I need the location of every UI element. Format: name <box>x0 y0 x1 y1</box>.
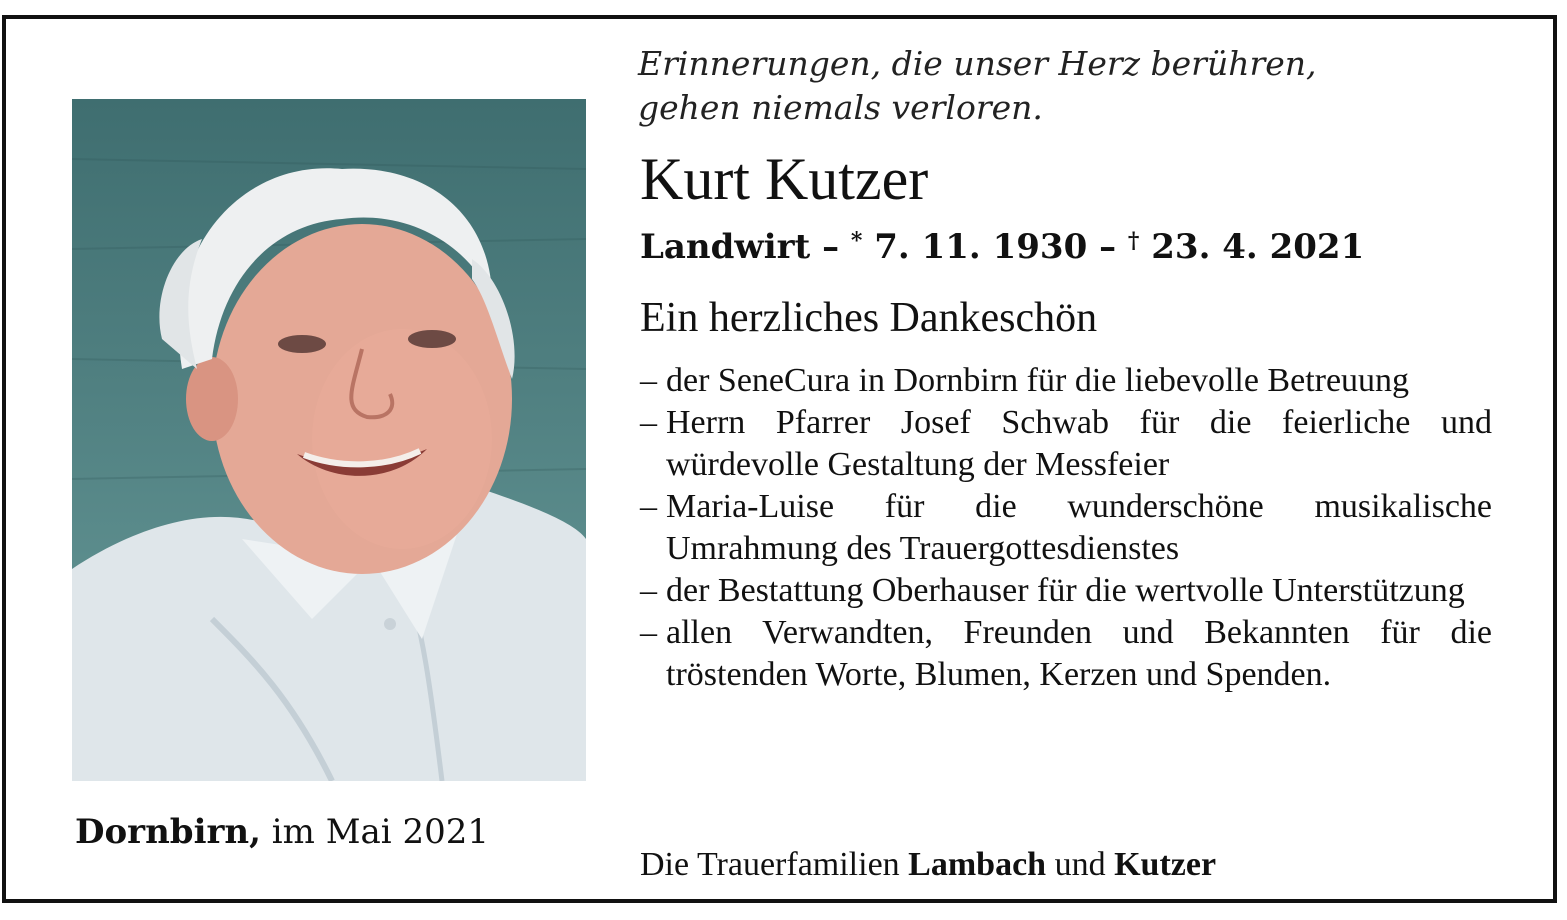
motto-line-2: gehen niemals verloren. <box>638 88 1043 127</box>
portrait-illustration <box>72 99 586 781</box>
motto-line-1: Erinnerungen, die unser Herz berühren, <box>638 44 1317 83</box>
place: Dornbirn, <box>75 812 261 852</box>
place-date <box>75 812 489 852</box>
list-item-text: Maria-Luise für die wunderschöne musikalische Umrahmung des Trauergottesdienstes <box>666 488 1492 567</box>
list-item <box>640 486 1492 570</box>
dash-bullet: – <box>640 362 657 399</box>
dash-bullet: – <box>640 404 657 441</box>
list-item-text: der Bestattung Oberhauser für die wertvolle Unterstützung <box>666 572 1465 609</box>
death-date: 23. 4. 2021 <box>1139 227 1365 267</box>
thanks-list <box>640 360 1492 696</box>
family-name-2: Kutzer <box>1114 846 1217 883</box>
list-item <box>640 570 1492 612</box>
portrait-photo <box>72 99 586 781</box>
motto-quote <box>638 42 1317 130</box>
dash-separator: – <box>810 227 851 267</box>
dash-bullet: – <box>640 488 657 525</box>
birth-date: 7. 11. 1930 <box>862 227 1088 267</box>
list-item-text: allen Verwandten, Freunden und Bekannten für die tröstenden Worte, Blumen, Kerzen und Spenden. <box>666 614 1492 693</box>
signoff-connector: und <box>1046 846 1115 883</box>
signoff-prefix: Die Trauerfamilien <box>640 846 909 883</box>
thanks-heading: Ein herzliches Dankeschön <box>640 295 1098 341</box>
list-item-text: der SeneCura in Dornbirn für die liebevolle Betreuung <box>666 362 1410 399</box>
list-item-text: Herrn Pfarrer Josef Schwab für die feierliche und würdevolle Gestaltung der Messfeier <box>666 404 1492 483</box>
list-item <box>640 402 1492 486</box>
dash-bullet: – <box>640 614 657 651</box>
deceased-name: Kurt Kutzer <box>640 146 929 212</box>
family-signoff <box>640 843 1216 887</box>
life-dates <box>640 219 1364 269</box>
list-item <box>640 612 1492 696</box>
date: im Mai 2021 <box>260 812 489 852</box>
death-symbol: † <box>1127 228 1140 254</box>
family-name-1: Lambach <box>908 846 1047 883</box>
occupation: Landwirt <box>640 227 811 267</box>
dash-separator: – <box>1087 227 1128 267</box>
birth-symbol: * <box>850 228 863 254</box>
dash-bullet: – <box>640 572 657 609</box>
list-item <box>640 360 1492 402</box>
